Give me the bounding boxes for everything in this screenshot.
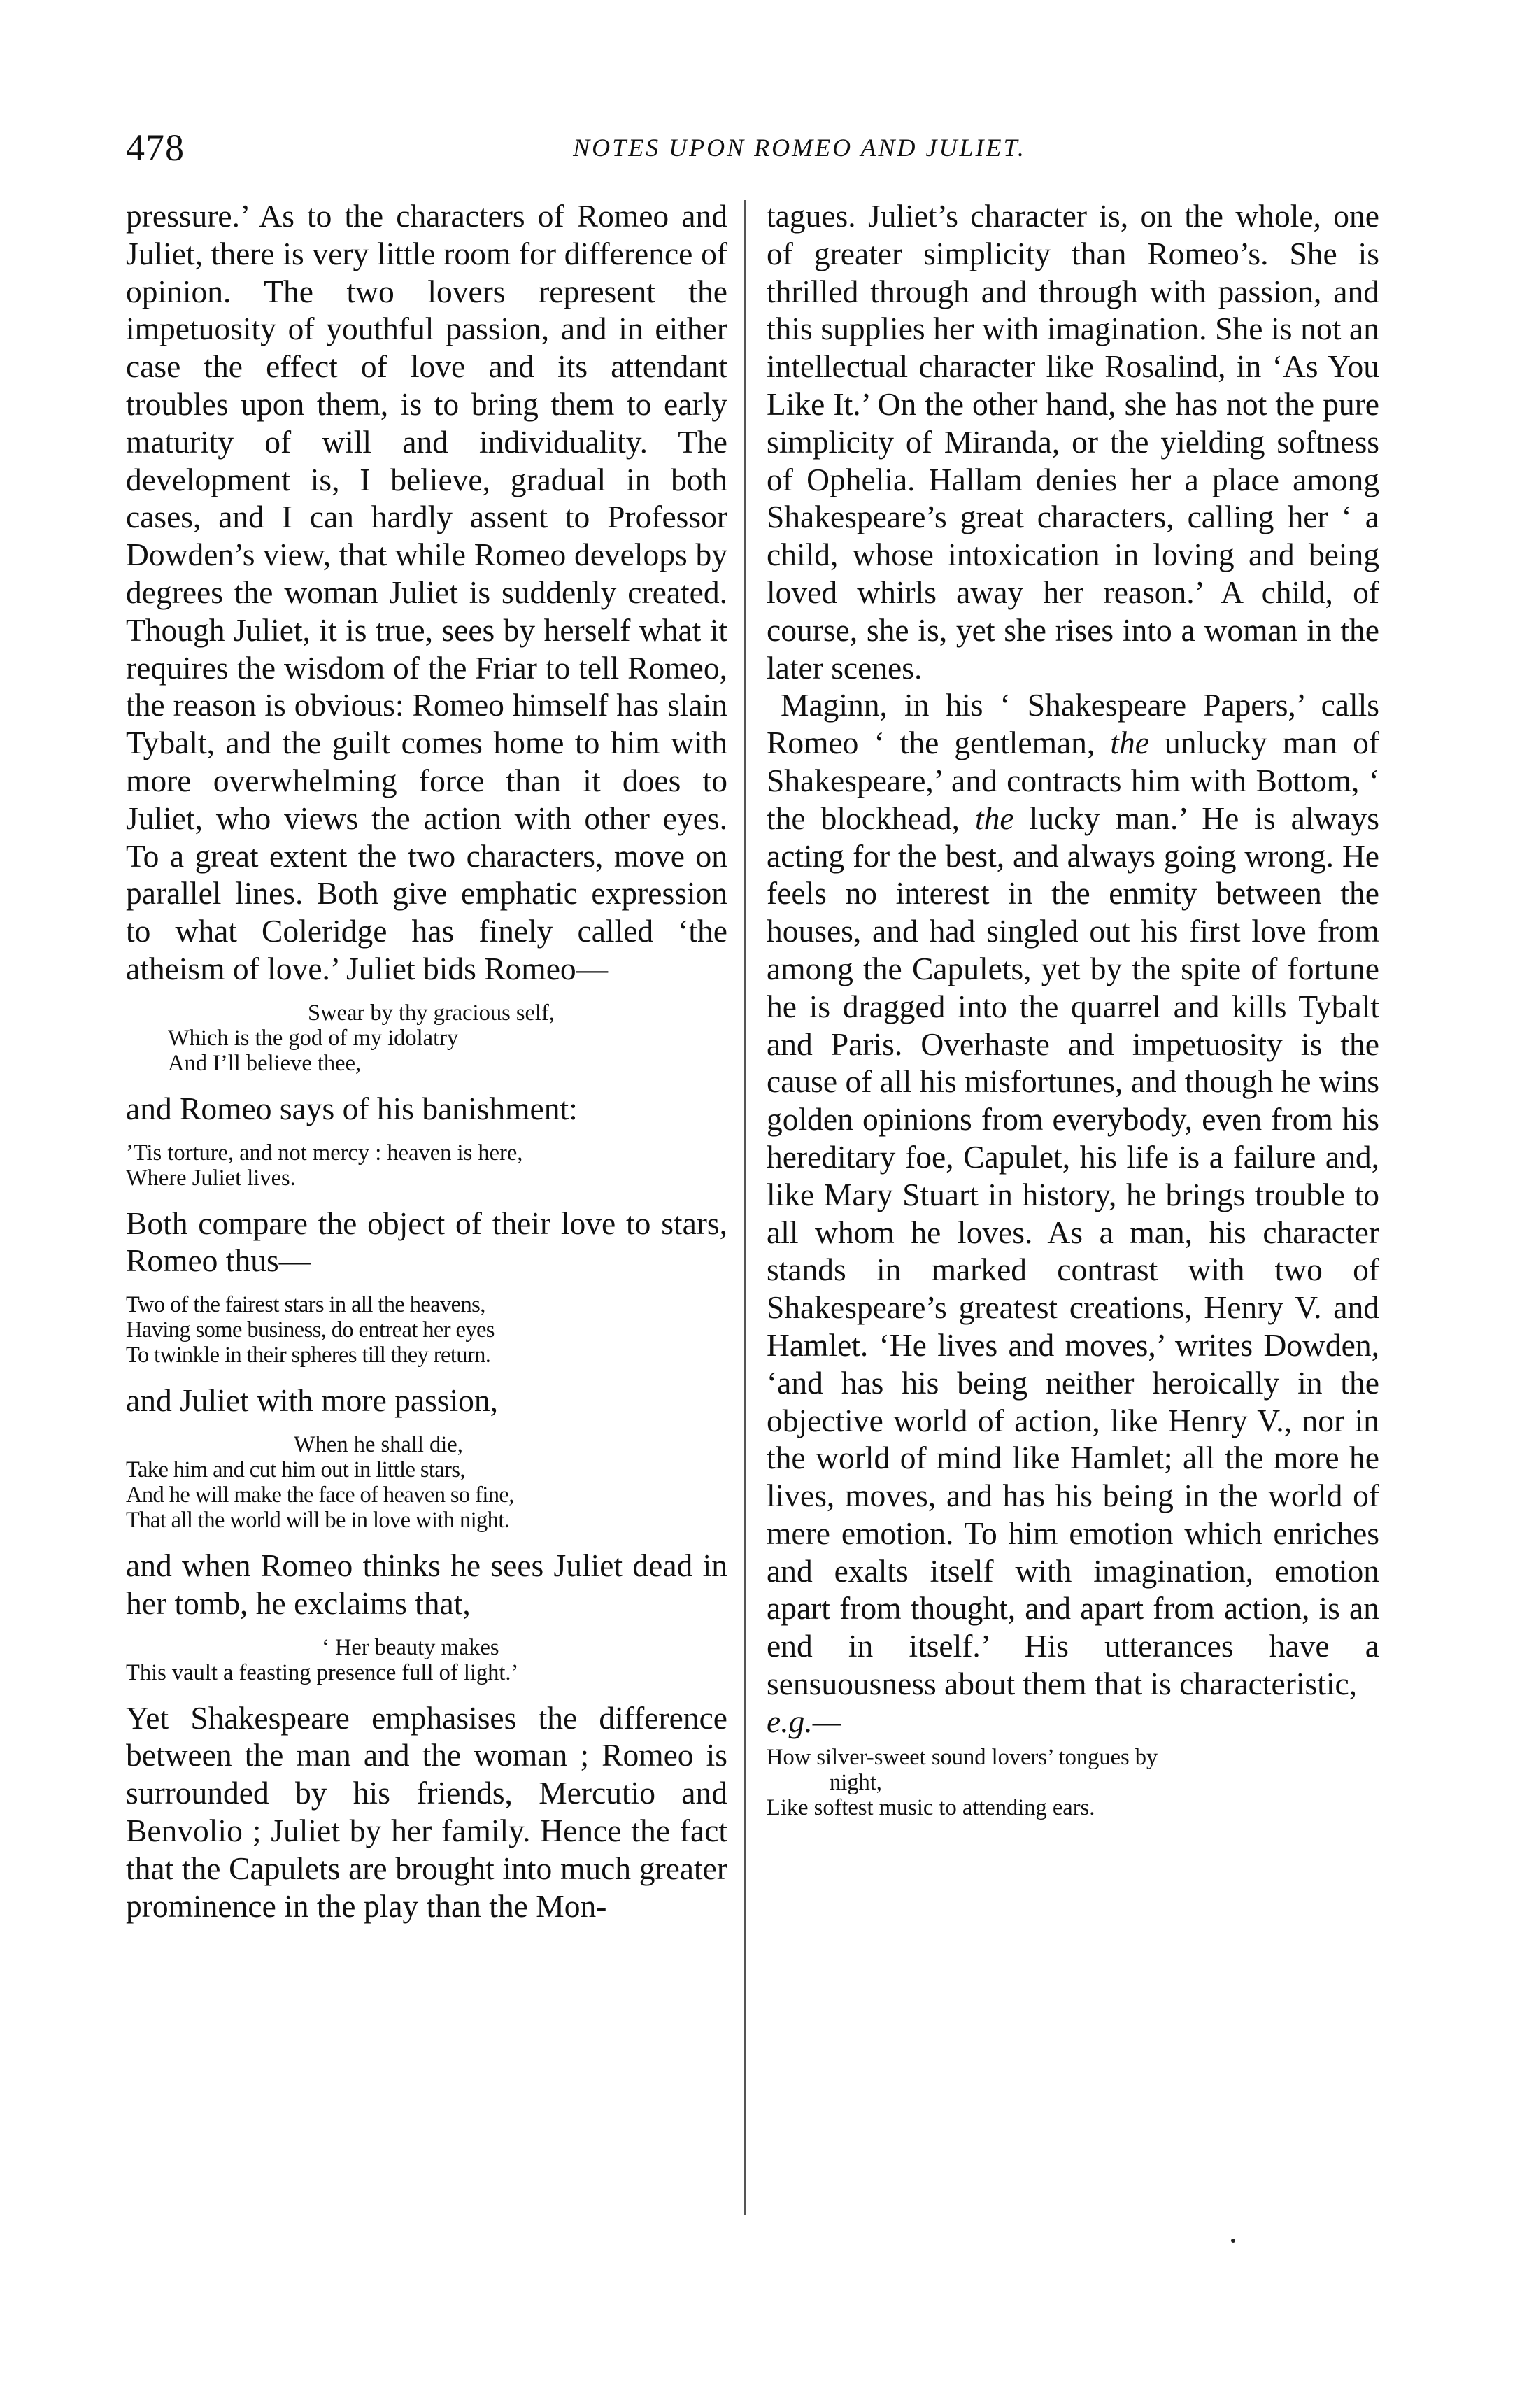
verse-quotation	[126, 1140, 727, 1191]
verse-line: Which is the god of my idolatry	[168, 1025, 459, 1051]
verse-quotation	[126, 1000, 727, 1076]
paragraph: tagues. Juliet’s character is, on the whole, one of greater simplicity than Romeo’s. She is thrilled through and through with passion, and this supplies her with imagination. She is not an intellectual character like Rosalind, in ‘As You Like It.’ On the other hand, she has not the pure simplicity of Miranda, or the yielding softness of Ophelia. Hallam denies her a place among Shakespeare’s great characters, calling her ‘ a child, whose intoxication in loving and being loved whirls away her reason.’ A child, of course, she is, yet she rises into a woman in the later scenes.	[767, 198, 1379, 686]
text-run: lucky man.’ He is always acting for the best, and always going wrong. He feels no interest in the enmity between the houses, and had singled out his first love from among the Capulets, yet by the spite of fortune he is dragged into the quarrel and kills Tybalt and Paris. Overhaste and impetuosity is the cause of all his misfortunes, and though he wins golden opinions from everybody, even from his hereditary foe, Capulet, his life is a failure and, like Mary Stuart in history, he brings trouble to all whom he loves. As a man, his character stands in marked contrast with two of Shakespeare’s greatest creations, Henry V. and Hamlet. ‘He lives and moves,’ writes Dowden, ‘and has his being neither heroically in the objective world of action, like Henry V., nor in the world of mind like Hamlet; all the more he lives, moves, and has his being in the world of mere emotion. To him emotion which enriches and exalts itself with imagination, emotion apart from thought, and apart from action, is an end in itself.’ His utterances have a sensuousness about them that is characteristic,	[767, 800, 1379, 1702]
verse-line: ’Tis torture, and not mercy : heaven is here,	[126, 1140, 523, 1166]
paragraph	[767, 686, 1379, 1703]
verse-line: And he will make the face of heaven so fine,	[126, 1482, 514, 1508]
paragraph: and when Romeo thinks he sees Juliet dead in her tomb, he exclaims that,	[126, 1547, 727, 1621]
verse-line: To twinkle in their spheres till they return.	[126, 1343, 491, 1368]
paragraph: and Juliet with more passion,	[126, 1382, 499, 1419]
text-run: Maginn, in his ‘ Shakespeare Papers,’ calls Romeo ‘ the gentleman,	[767, 687, 1379, 761]
running-title: NOTES UPON ROMEO AND JULIET.	[573, 134, 1026, 162]
right-column	[767, 197, 1379, 1834]
verse-line: That all the world will be in love with night.	[126, 1507, 510, 1533]
italic-word: the	[1110, 725, 1149, 761]
verse-line: And I’ll believe thee,	[168, 1050, 362, 1076]
verse-quotation	[126, 1292, 727, 1368]
paragraph: Yet Shakespeare emphasises the difference between the man and the woman ; Romeo is surrounded by his friends, Mercutio and Benvolio ; Juliet by her family. Hence the fact that the Capulets are brought into much greater prominence in the play than the Mon-	[126, 1699, 727, 1924]
page-number: 478	[126, 127, 185, 169]
verse-line: Two of the fairest stars in all the heavens,	[126, 1292, 485, 1318]
paragraph: and Romeo says of his banishment:	[126, 1090, 578, 1126]
verse-line: Swear by thy gracious self,	[308, 1000, 555, 1026]
verse-quotation	[767, 1745, 1379, 1820]
verse-quotation	[126, 1432, 727, 1533]
verse-line: This vault a feasting presence full of light.’	[126, 1659, 519, 1685]
paragraph: Both compare the object of their love to stars, Romeo thus—	[126, 1205, 727, 1279]
verse-line: Like softest music to attending ears.	[767, 1794, 1095, 1820]
paragraph	[767, 1703, 1379, 1741]
verse-line: ‘ Her beauty makes	[322, 1634, 499, 1660]
left-column	[126, 197, 727, 1925]
abbreviation-eg: e.g.—	[767, 1703, 841, 1739]
italic-word: the	[974, 800, 1014, 836]
verse-line: Having some business, do entreat her eyes	[126, 1317, 495, 1343]
verse-line: night,	[830, 1769, 882, 1795]
verse-line: Where Juliet lives.	[126, 1165, 296, 1191]
print-speck	[1231, 2239, 1235, 2243]
verse-line: How silver-sweet sound lovers’ tongues by	[767, 1744, 1158, 1770]
verse-line: When he shall die,	[294, 1431, 463, 1457]
paragraph: pressure.’ As to the characters of Romeo and Juliet, there is very little room for difference of opinion. The two lovers represent the impetuosity of youthful passion, and in either case the effect of love and its attendant troubles upon them, is to bring them to early maturity of will and individuality. The development is, I believe, gradual in both cases, and I can hardly assent to Professor Dowden’s view, that while Romeo develops by degrees the woman Juliet is suddenly created. Though Juliet, it is true, sees by herself what it requires the wisdom of the Friar to tell Romeo, the reason is obvious: Romeo himself has slain Tybalt, and the guilt comes home to him with more overwhelming force than it does to Juliet, who views the action with other eyes. To a great extent the two characters, move on parallel lines. Both give emphatic expression to what Coleridge has finely called ‘the atheism of love.’ Juliet bids Romeo—	[126, 198, 727, 986]
verse-line: Take him and cut him out in little stars,	[126, 1457, 465, 1482]
verse-quotation	[126, 1635, 727, 1685]
column-divider	[744, 200, 746, 2215]
text-run: unlucky man of Shakespeare,’ and contracts him with Bottom, ‘ the blockhead,	[767, 725, 1379, 836]
